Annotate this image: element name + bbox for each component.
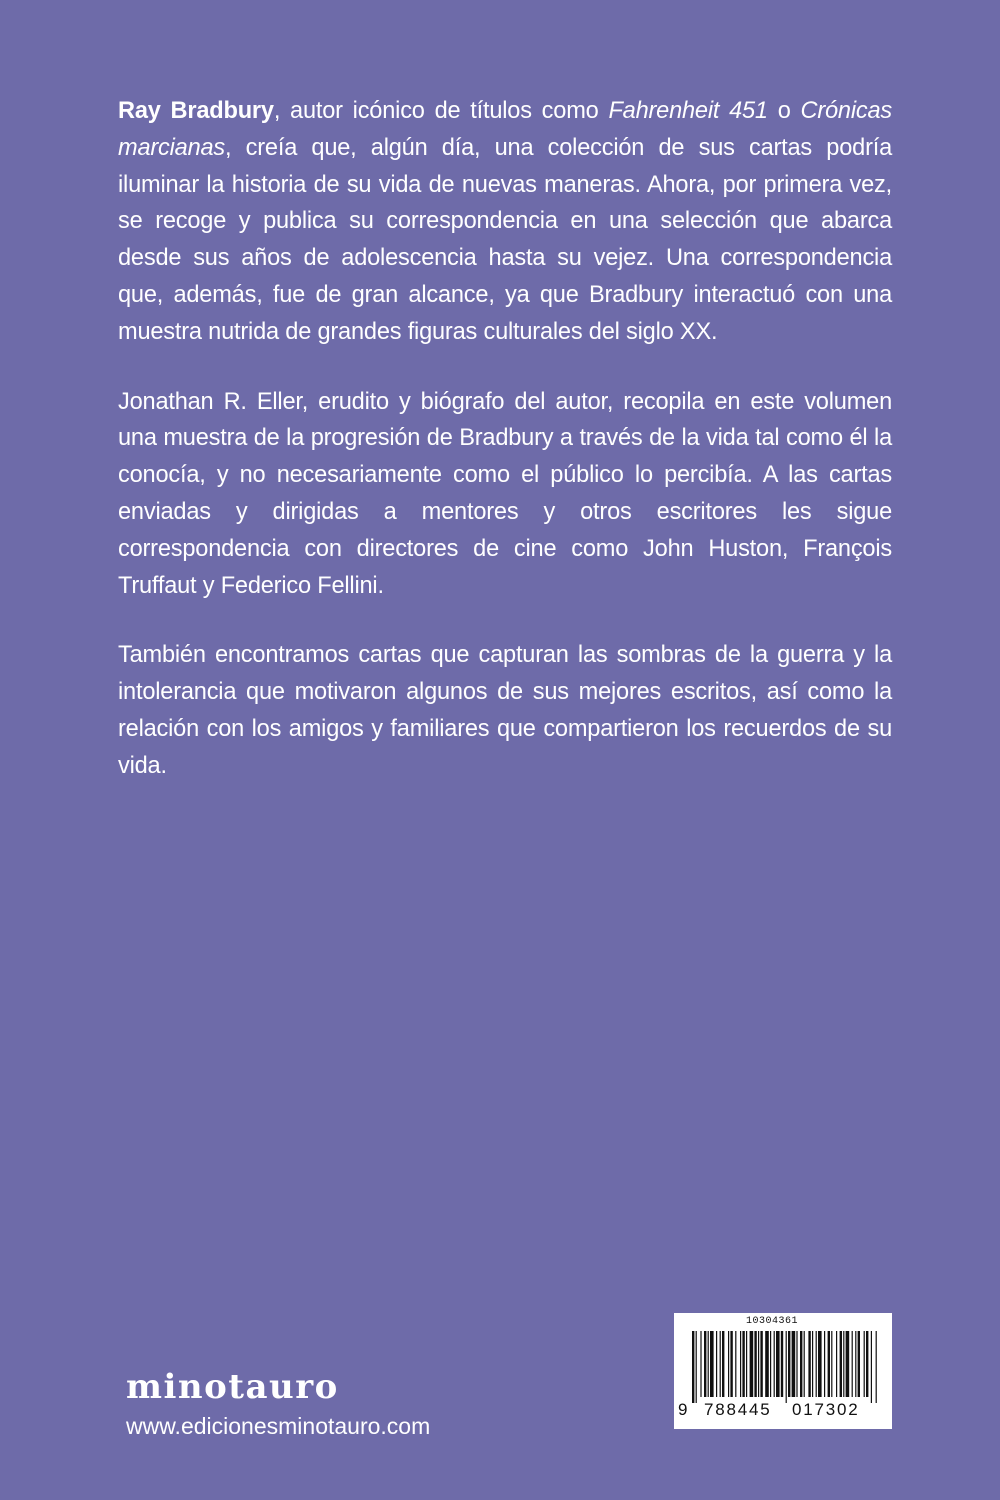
barcode-bar	[750, 1331, 754, 1397]
barcode-bar	[765, 1331, 769, 1397]
barcode-bar	[871, 1331, 872, 1403]
barcode-bar	[758, 1331, 759, 1397]
barcode-bar	[836, 1331, 837, 1397]
barcode-bar	[760, 1331, 762, 1397]
barcode-bar	[866, 1331, 868, 1397]
barcode-bar	[704, 1331, 706, 1397]
barcode-bar	[788, 1331, 790, 1397]
barcode-bar	[742, 1331, 744, 1397]
barcode-bar	[735, 1331, 736, 1397]
barcode-bar	[864, 1331, 865, 1397]
publisher-block	[126, 1368, 430, 1440]
blurb-paragraph-2: Jonathan R. Eller, erudito y biógrafo del autor, recopila en este volumen una muestra de la progresión de Bradbury a través de la vida tal como él la conocía, y no necesariamente como el público lo percibía. A las cartas enviadas y dirigidas a mentores y otros escritores les sigue correspondencia con directores de cine como John Huston, François Truffaut y Federico Fellini.	[118, 388, 892, 599]
barcode-bar	[796, 1331, 797, 1397]
barcode-bar	[808, 1331, 810, 1397]
barcode-top-code: 10304361	[746, 1316, 799, 1327]
publisher-logo: minotauro	[126, 1367, 339, 1407]
barcode-digits	[674, 1400, 892, 1422]
barcode-bar	[722, 1331, 724, 1397]
barcode-bar	[818, 1331, 822, 1397]
barcode-bar	[876, 1331, 877, 1403]
blurb-paragraph-1	[118, 93, 892, 351]
barcode-bar	[720, 1331, 721, 1397]
barcode-bar	[776, 1331, 780, 1397]
barcode-bar	[804, 1331, 805, 1397]
barcode-bar	[746, 1331, 747, 1397]
blurb-text: o	[767, 98, 801, 124]
barcode-bar	[858, 1331, 860, 1397]
blurb-text: , creía que, algún día, una colección de sus cartas podría iluminar la historia de su vida de nuevas maneras. Ahora, por primera vez, se recoge y publica su correspondencia en una selección que abarca desde sus años de adolescencia hasta su vejez. Una correspondencia que, además, fue de gran alcance, ya que Bradbury interactuó con una muestra nutrida de grandes figuras culturales del siglo XX.	[118, 134, 892, 345]
barcode-bar	[696, 1331, 697, 1403]
publisher-website: www.edicionesminotauro.com	[126, 1413, 431, 1439]
barcode-bar	[781, 1331, 783, 1397]
barcode-digits-right: 017302	[792, 1400, 860, 1419]
blurb-paragraph-3: También encontramos cartas que capturan las sombras de la guerra y la intolerancia que motivaron algunos de sus mejores escritos, así como la relación con los amigos y familiares que compartieron los recuerdos de su vida.	[118, 642, 892, 779]
barcode-bar	[786, 1331, 787, 1403]
barcode-bar	[824, 1331, 825, 1397]
barcode-bar	[740, 1331, 741, 1397]
barcode-bar	[692, 1331, 694, 1403]
barcode-bar	[708, 1331, 709, 1397]
isbn-barcode	[674, 1313, 892, 1429]
barcode-digit-first: 9	[678, 1400, 690, 1419]
barcode-bar	[828, 1331, 830, 1397]
barcode-bar	[852, 1331, 853, 1397]
barcode-digits-left: 788445	[704, 1400, 772, 1419]
author-name: Ray Bradbury	[118, 98, 274, 124]
barcode-bar	[843, 1331, 844, 1397]
barcode-bar	[855, 1331, 856, 1397]
barcode-bar	[816, 1331, 817, 1397]
barcode-bars	[688, 1331, 880, 1403]
barcode-bar	[730, 1331, 732, 1397]
book-title: Fahrenheit 451	[608, 98, 768, 124]
book-title: Crónicas marcianas	[118, 98, 892, 161]
blurb-text: , autor icónico de títulos como	[273, 98, 609, 124]
barcode-bar	[792, 1331, 796, 1397]
barcode-bar	[754, 1331, 756, 1397]
barcode-bar	[770, 1331, 771, 1397]
barcode-bar	[716, 1331, 717, 1397]
barcode-bar	[700, 1331, 701, 1397]
back-cover-blurb	[118, 93, 892, 818]
barcode-bar	[840, 1331, 842, 1397]
barcode-bar	[812, 1331, 813, 1397]
barcode-bar	[710, 1331, 714, 1397]
barcode-bar	[831, 1331, 832, 1397]
barcode-bar	[800, 1331, 802, 1397]
barcode-bar	[728, 1331, 729, 1397]
barcode-bar	[846, 1331, 850, 1397]
barcode-bar	[774, 1331, 775, 1397]
